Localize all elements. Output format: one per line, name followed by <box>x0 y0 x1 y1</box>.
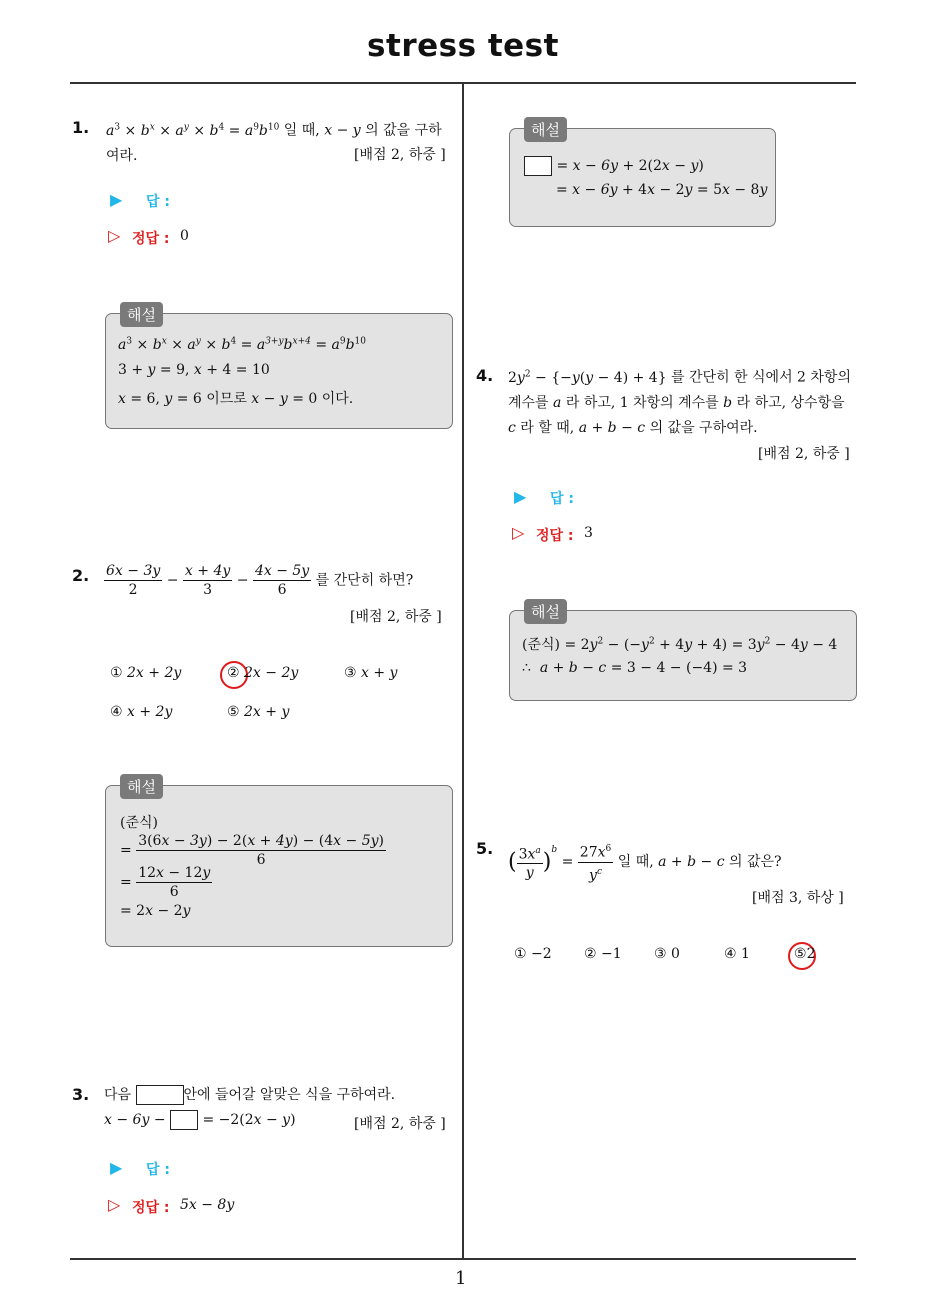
answer-arrow-icon: ▶ <box>110 190 123 209</box>
question-1-text: $a^3 \times b^x \times a^y \times b^4 = a^9b^{10}$ 일 때, x − y 의 값을 구하 여라. <box>106 122 442 164</box>
answer-arrow-icon: ▶ <box>110 1158 123 1177</box>
question-5-text: ( $\frac{3x^a}{y}$ )$^b$ = $\frac{27x^6}{y^c}$ 일 때, a + b − c 의 값은? <box>508 838 860 884</box>
question-1-solution-line-3: x = 6, y = 6 이므로 x − y = 0 이다. <box>118 391 354 407</box>
question-1-number: 1. <box>72 118 90 137</box>
question-3-blank-box <box>136 1085 184 1105</box>
question-2-choice-3[interactable]: ③ x + y <box>344 665 398 681</box>
question-1-score: [배점 2, 하중 ] <box>354 147 446 163</box>
question-1-text-tail2: 의 값을 구하 <box>365 122 442 139</box>
column-divider <box>462 82 464 1259</box>
question-4-solution-line-2: ∴ a + b − c = 3 − 4 − (−4) = 3 <box>522 660 748 676</box>
question-2-choice-5[interactable]: ⑤ 2x + y <box>227 704 290 720</box>
question-3-text: 다음 안에 들어갈 알맞은 식을 구하여라. x − 6y − = −2(2x − y) <box>104 1087 396 1128</box>
question-5-choice-3[interactable]: ③ 0 <box>654 946 680 962</box>
question-1-explanation-tag: 해설 <box>120 302 163 327</box>
page-number: 1 <box>455 1268 467 1289</box>
question-3-explanation-tag: 해설 <box>524 117 567 142</box>
question-3-solution-line-1: = x − 6y + 2(2x − y) <box>524 156 704 176</box>
question-2-choice-1[interactable]: ① 2x + 2y <box>110 665 182 681</box>
question-1-text-line2: 여라. <box>106 147 138 164</box>
question-1-correct-label: 정답 : <box>132 231 170 247</box>
question-1-correct-value: 0 <box>180 228 189 244</box>
question-2-choice-2[interactable]: ② 2x − 2y <box>227 665 299 681</box>
question-4-text: $2y^2 - \{-y(y - 4) + 4\}$ 를 간단히 한 식에서 2 차항의 계수를 a 라 하고, 1 차항의 계수를 b 라 하고, 상수항을 c 라 할 때, a + b − c 의 값을 구하여라. <box>508 369 851 436</box>
question-2-text-tail: 를 간단히 하면? <box>315 572 414 589</box>
question-4-solution-line-1: (준식) = $2y^2 - (-y^2 + 4y + 4) = 3y^2 - 4y - 4$ <box>522 636 838 653</box>
question-5-choice-5[interactable]: ⑤2 <box>794 946 816 962</box>
question-3-inline-blank <box>170 1110 198 1130</box>
correct-arrow-icon: ▷ <box>108 1195 121 1214</box>
question-2-solution-line-3: = 2x − 2y <box>120 903 191 919</box>
question-5-choice-4[interactable]: ④ 1 <box>724 946 750 962</box>
question-3-solution-line-2: = x − 6y + 4x − 2y = 5x − 8y <box>556 182 768 198</box>
question-2-choice-4[interactable]: ④ x + 2y <box>110 704 173 720</box>
question-2-solution-line-2: = $\frac{12x - 12y}{6}$ <box>120 865 211 900</box>
correct-arrow-icon: ▷ <box>108 226 121 245</box>
correct-arrow-icon: ▷ <box>512 523 525 542</box>
question-1-answer-label: 답 : <box>146 194 170 210</box>
question-2-text: $\frac{6x - 3y}{2}$ − $\frac{x + 4y}{3}$ − $\frac{4x - 5y}{6}$ 를 간단히 하면? <box>106 563 414 598</box>
question-3-score: [배점 2, 하중 ] <box>354 1116 446 1132</box>
question-2-score: [배점 2, 하중 ] <box>350 609 442 625</box>
question-5-number: 5. <box>476 839 494 858</box>
question-4-correct-value: 3 <box>584 525 593 541</box>
question-4-answer-label: 답 : <box>550 491 574 507</box>
question-4-number: 4. <box>476 366 494 385</box>
question-3-correct-value: 5x − 8y <box>180 1197 235 1213</box>
question-2-solution-head: (준식) <box>120 815 158 831</box>
question-3-correct-label: 정답 : <box>132 1200 170 1216</box>
question-5-choice-2[interactable]: ② −1 <box>584 946 622 962</box>
question-1-solution-line-2: 3 + y = 9, x + 4 = 10 <box>118 362 270 378</box>
question-5-choice-1[interactable]: ① −2 <box>514 946 552 962</box>
question-3-explanation-box <box>509 128 776 227</box>
question-4-correct-label: 정답 : <box>536 528 574 544</box>
page-title: stress test <box>367 28 559 64</box>
question-2-number: 2. <box>72 566 90 585</box>
question-1-text-tail: 일 때, <box>283 122 320 139</box>
question-5-score: [배점 3, 하상 ] <box>752 890 844 906</box>
question-2-solution-line-1: = $\frac{3(6x - 3y) - 2(x + 4y) - (4x - 5y)}{6}$ <box>120 833 384 868</box>
question-4-explanation-tag: 해설 <box>524 599 567 624</box>
question-1-solution-line-1: $a^3 \times b^x \times a^y \times b^4 = a^{3+y}b^{x+4} = a^9b^{10}$ <box>118 336 366 353</box>
question-3-answer-label: 답 : <box>146 1162 170 1178</box>
question-4-score: [배점 2, 하중 ] <box>758 446 850 462</box>
solution-blank-box <box>524 156 552 176</box>
question-3-number: 3. <box>72 1085 90 1104</box>
answer-arrow-icon: ▶ <box>514 487 527 506</box>
footer-rule <box>70 1258 856 1260</box>
question-2-explanation-tag: 해설 <box>120 774 163 799</box>
